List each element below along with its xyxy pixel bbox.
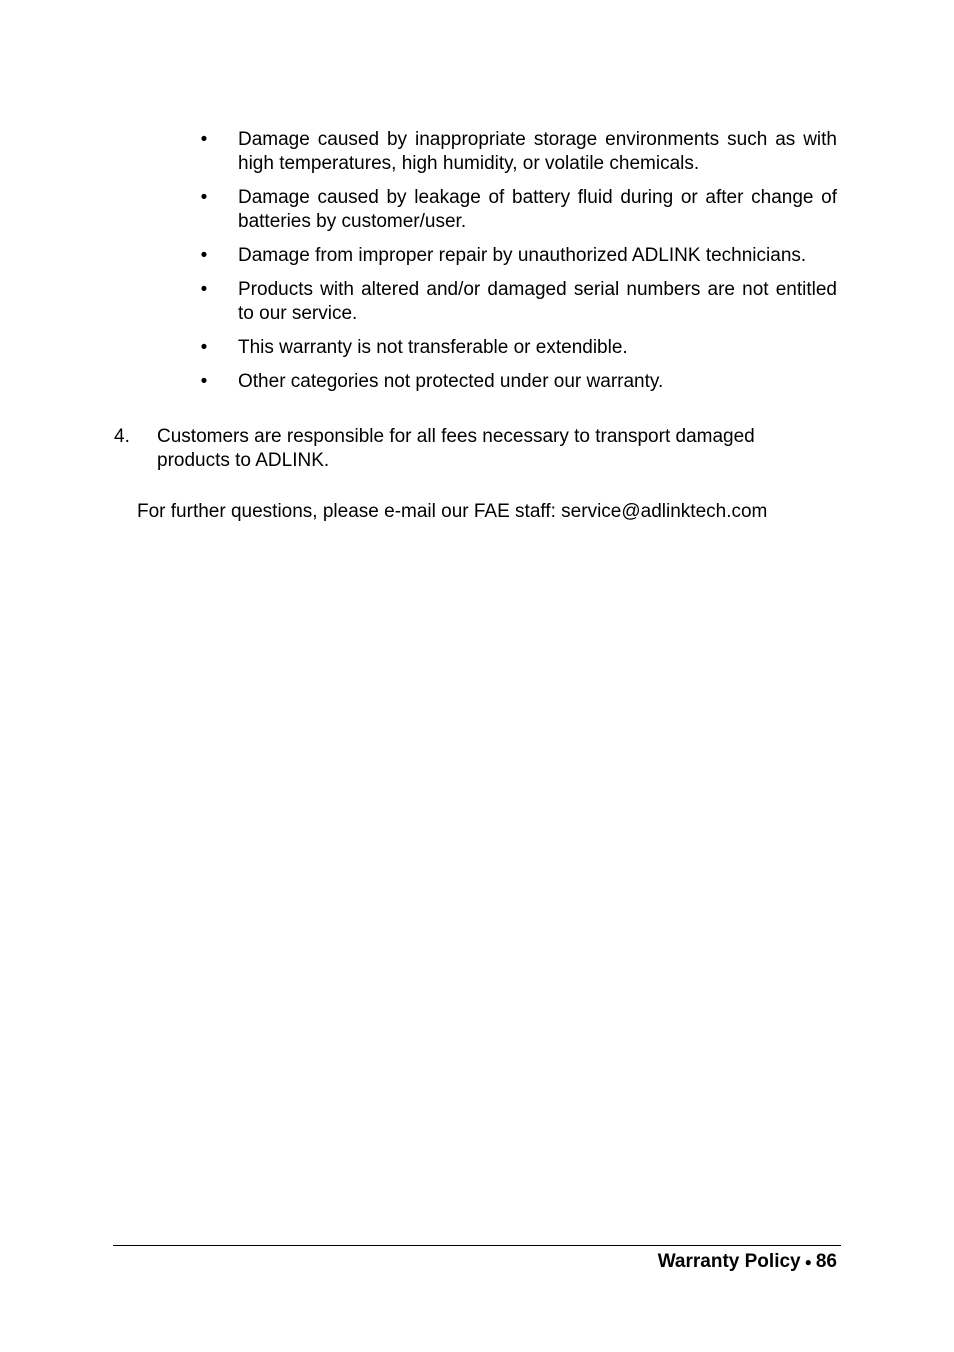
bullet-item-storage: [196, 128, 837, 176]
bullet-text: Other categories not protected under our warranty.: [238, 371, 664, 392]
bullet-icon: •: [200, 279, 208, 300]
bullet-item-battery: [196, 186, 837, 234]
bullet-item-transferable: [196, 336, 837, 360]
bullet-text: Damage caused by inappropriate storage environments such as with high temperatures, high humidity, or volatile chemicals.: [238, 129, 837, 174]
further-questions-text: For further questions, please e-mail our FAE staff: service@adlinktech.com: [137, 501, 768, 522]
bullet-item-repair: [196, 244, 837, 268]
bullet-text: This warranty is not transferable or extendible.: [238, 337, 628, 358]
bullet-item-other: [196, 370, 837, 394]
footer-separator-icon: ●: [804, 1255, 812, 1269]
footer-section-title: Warranty Policy: [657, 1251, 801, 1273]
bullet-icon: •: [200, 371, 208, 392]
item-text: Customers are responsible for all fees necessary to transport damaged products to ADLINK.: [157, 426, 755, 471]
bullet-item-serial: [196, 278, 837, 326]
item-number: 4.: [114, 426, 130, 447]
exclusions-bullet-list: [196, 128, 837, 404]
bullet-text: Products with altered and/or damaged serial numbers are not entitled to our service.: [238, 279, 837, 324]
bullet-icon: •: [200, 129, 208, 150]
page-number: 86: [815, 1251, 837, 1273]
bullet-icon: •: [200, 187, 208, 208]
bullet-icon: •: [200, 245, 208, 266]
footer-divider: [113, 1245, 841, 1246]
bullet-text: Damage from improper repair by unauthorized ADLINK technicians.: [238, 245, 807, 266]
numbered-item-4: [114, 425, 814, 473]
bullet-text: Damage caused by leakage of battery fluid during or after change of batteries by customer/user.: [238, 187, 837, 232]
page-footer: [658, 1250, 837, 1274]
bullet-icon: •: [200, 337, 208, 358]
